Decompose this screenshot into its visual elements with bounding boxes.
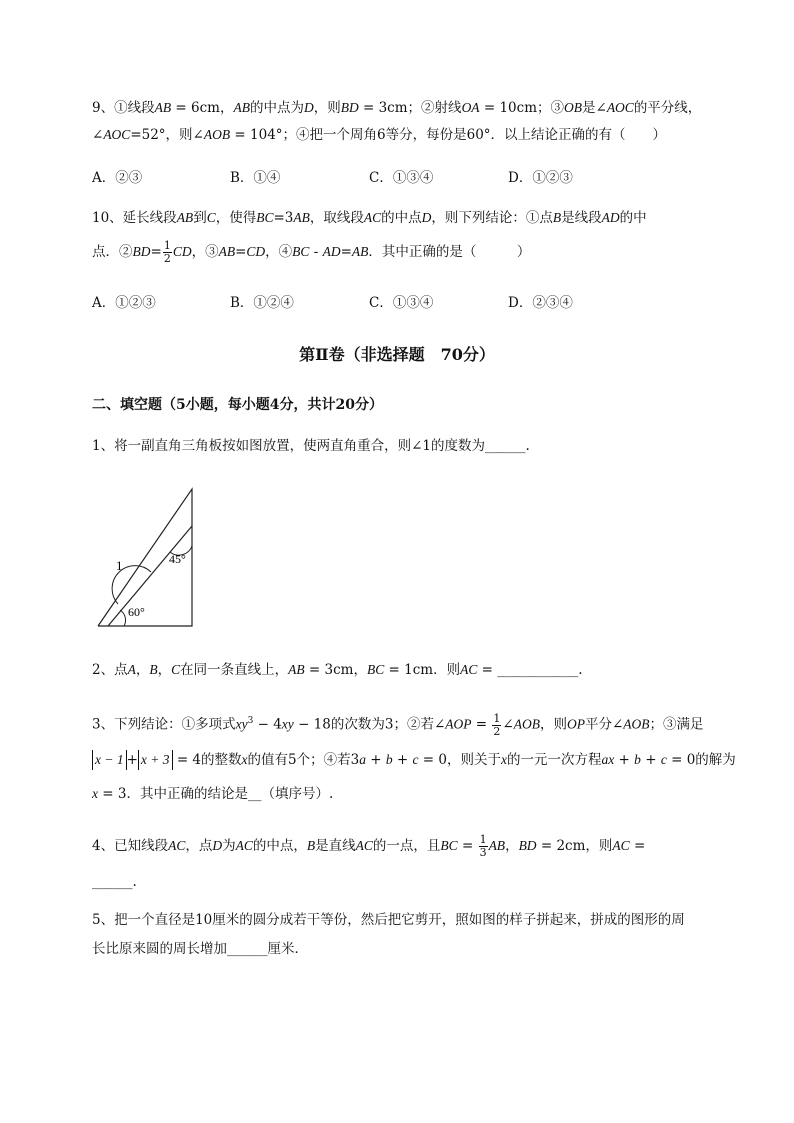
f4-line1: 4、已知线段AC，点D为AC的中点，B是直线AC的一点，且BC = $\frac{1}{3}$ AB，BD = 2cm，则AC = (92, 833, 646, 859)
label-45: 45° (169, 552, 186, 566)
q10-line1: 10、延长线段AB到C，使得BC=3AB，取线段AC的中点D，则下列结论：①点B是线段AD的中 (92, 210, 647, 226)
answer-blank: ______ (227, 941, 268, 957)
label-1: 1 (116, 558, 123, 573)
abs-x-minus-1: x − 1 (92, 750, 127, 770)
q9-line1: 9、①线段AB = 6cm，AB的中点为D，则BD = 3cm；②射线OA = 10cm；③OB是∠AOC的平分线， (92, 100, 702, 116)
q9-option-c: C．①③④ (369, 170, 434, 186)
q9-option-b: B．①④ (230, 170, 281, 186)
q9-option-a: A．②③ (92, 170, 143, 186)
answer-blank: ______ (92, 874, 133, 890)
f2-text: 2、点A，B，C在同一条直线上，AB = 3cm，BC = 1cm．则AC = ____________. (92, 662, 583, 678)
f4-line2: ______. (92, 874, 137, 890)
q10-option-d: D．②③④ (508, 295, 573, 311)
angle-60-arc (120, 610, 126, 626)
q10-option-b: B．①②④ (230, 295, 294, 311)
q10-line2: 点．②BD= $\frac{1}{2}$ CD，③AB=CD，④BC - AD=AB．其中正确的是（ ） (92, 239, 531, 265)
q9-line2: ∠AOC=52°，则∠AOB = 104°；④把一个周角6等分，每份是60°．以上结论正确的有（ ） (92, 127, 667, 143)
abs-x-plus-3: x + 3 (138, 750, 173, 770)
fraction: $\frac{1}{3}$ (479, 833, 487, 859)
f1-text: 1、将一副直角三角板按如图放置，使两直角重合，则∠1的度数为______. (92, 438, 530, 454)
section-title: 二、填空题（5小题，每小题4分，共计20分） (92, 397, 383, 413)
f3-line1: 3、下列结论：①多项式$xy^3 - 4xy - 18$的次数为3；②若∠AOP = $\frac{1}{2}$ ∠AOB，则OP平分∠AOB；③满足 (92, 711, 704, 738)
q10-option-c: C．①③④ (369, 295, 434, 311)
q10-option-a: A．①②③ (92, 295, 156, 311)
fraction: $\frac{1}{2}$ (163, 239, 171, 265)
f5-line2: 长比原来圆的周长增加______厘米． (92, 941, 308, 957)
f3-line3: x = 3．其中正确的结论是__（填序号）. (92, 786, 334, 802)
answer-blank: __ (247, 786, 262, 802)
f5-line1: 5、把一个直径是10厘米的圆分成若干等份，然后把它剪开，照如图的样子拼起来，拼成的图形的周 (92, 912, 685, 928)
q9-option-d: D．①②③ (508, 170, 573, 186)
f3-line2: x − 1 + x + 3 = 4的整数x的值有5个；④若3a + b + c = 0，则关于x的一元一次方程ax + b + c = 0的解为 (92, 750, 736, 770)
answer-blank: ______ (485, 438, 526, 454)
label-60: 60° (128, 605, 145, 619)
fraction: $\frac{1}{2}$ (493, 711, 501, 738)
answer-blank: ____________ (497, 662, 579, 678)
triangle-figure (96, 486, 196, 628)
part2-title: 第Ⅱ卷（非选择题 70分） (299, 345, 495, 364)
